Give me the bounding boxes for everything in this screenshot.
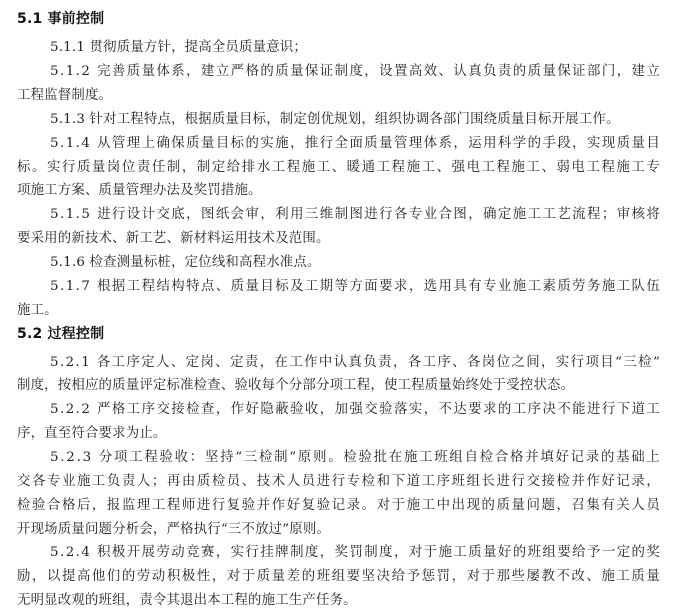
paragraph-first-line: 5.2.2 严格工序交接检查，作好隐蔽验收，加强交验落实，不达要求的工序决不能进行下道工 [50,402,662,417]
paragraph-first-line: 5.1.1 贯彻质量方针，提高全员质量意识； [50,40,307,55]
paragraph-line: 开现场质量问题分析会，严格执行“三不放过”原则。 [17,522,331,537]
paragraph-line: 序，直至符合要求为止。 [17,426,167,441]
paragraph-line: 检验合格后，报监理工程师进行复验并作好复验记录。对于施工中出现的质量问题，召集有关人员 [17,498,662,513]
paragraph-line: 要采用的新技术、新工艺、新材料运用技术及范围。 [17,231,330,246]
paragraph-first-line: 5.2.1 各工序定人、定岗、定责，在工作中认真负责，各工序、各岗位之间，实行项目“三检” [50,355,662,370]
paragraph-line: 制度，按相应的质量评定标准检查、验收每个分部分项工程，使工程质量始终处于受控状态。 [17,378,575,393]
paragraph-first-line: 5.1.7 根据工程结构特点、质量目标及工期等方面要求，选用具有专业施工素质劳务施工队伍 [50,279,662,294]
section-heading: 5.1 事前控制 [17,11,105,27]
paragraph-first-line: 5.1.6 检查测量标桩，定位线和高程水准点。 [50,255,321,270]
section-heading: 5.2 过程控制 [17,326,105,342]
paragraph-line: 项施工方案、质量管理办法及奖罚措施。 [17,183,262,198]
paragraph-first-line: 5.1.4 从管理上确保质量目标的实施，推行全面质量管理体系，运用科学的手段，实现质量目 [50,136,662,151]
paragraph-line: 励，以提高他们的劳动积极性，对于质量差的班组要坚决给予惩罚，对于那些屡教不改、施工质量 [17,569,662,584]
paragraph-line: 施工。 [17,303,58,318]
paragraph-first-line: 5.2.3 分项工程验收：坚持“三检制”原则。检验批在施工班组自检合格并填好记录的基础上 [50,450,662,465]
paragraph-first-line: 5.1.3 针对工程特点，根据质量目标，制定创优规划，组织协调各部门围绕质量目标开展工作。 [50,112,620,127]
paragraph-first-line: 5.2.4 积极开展劳动竞赛，实行挂牌制度，奖罚制度，对于施工质量好的班组要给予一定的奖 [50,545,662,560]
paragraph-first-line: 5.1.5 进行设计交底，图纸会审，利用三维制图进行各专业合图，确定施工工艺流程；审核将 [50,207,662,222]
paragraph-line: 交各专业施工负责人；再由质检员、技术人员进行专检和下道工序班组长进行交接检并作好记录， [17,474,662,489]
paragraph-first-line: 5.1.2 完善质量体系，建立严格的质量保证制度，设置高效、认真负责的质量保证部门，建立 [50,64,662,79]
paragraph-line: 工程监督制度。 [17,88,113,103]
paragraph-line: 无明显改观的班组，责令其退出本工程的施工生产任务。 [17,593,357,608]
paragraph-line: 标。实行质量岗位责任制，制定给排水工程施工、暖通工程施工、强电工程施工、弱电工程施工专 [17,160,662,175]
